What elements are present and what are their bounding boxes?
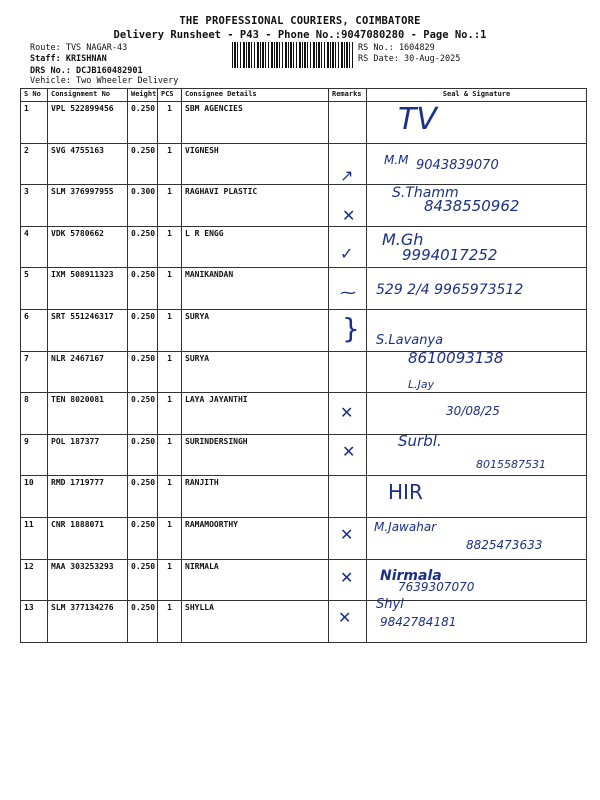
signature-handwriting: 529 2/4 9965973512 [376,282,524,298]
row-consignment: MAA 303253293 [48,559,128,601]
company-title: THE PROFESSIONAL COURIERS, COIMBATORE [179,15,421,27]
signature-handwriting: M.Gh [382,230,424,249]
row-sno: 13 [21,601,48,643]
drs-number: DRS No.: DCJB160482901 [30,66,143,76]
col-signature: Seal & Signature [367,89,587,102]
row-pcs: 1 [158,268,182,310]
table-row [21,309,587,351]
row-pcs: 1 [158,434,182,476]
table-row [21,601,587,643]
row-weight: 0.250 [128,309,158,351]
row-consignment: SLM 377134276 [48,601,128,643]
row-weight: 0.250 [128,559,158,601]
row-consignment: RMD 1719777 [48,476,128,518]
signature-handwriting: 8825473633 [466,538,543,552]
signature-handwriting: Shyl [376,597,404,612]
row-sno: 6 [21,309,48,351]
row-remarks [329,476,367,518]
row-sno: 11 [21,517,48,559]
vehicle-label: Vehicle: Two Wheeler Delivery [30,76,179,86]
signature-handwriting: TV [398,102,437,137]
row-consignee: NIRMALA [182,559,329,601]
row-consignee: RANJITH [182,476,329,518]
row-weight: 0.250 [128,143,158,185]
col-consignment: Consignment No [48,89,128,102]
row-consignee: SURYA [182,351,329,393]
table-row [21,559,587,601]
col-pcs: PCS [158,89,182,102]
signature-handwriting: 8015587531 [476,458,546,471]
row-consignee: SURINDERSINGH [182,434,329,476]
row-sno: 10 [21,476,48,518]
col-remarks: Remarks [329,89,367,102]
row-consignment: SLM 376997955 [48,185,128,227]
col-sno: S No [21,89,48,102]
row-consignee: SBM AGENCIES [182,102,329,144]
row-weight: 0.250 [128,268,158,310]
route-label: Route: TVS NAGAR-43 [30,43,128,53]
row-pcs: 1 [158,476,182,518]
row-sno: 1 [21,102,48,144]
signature-handwriting: M.M [384,153,409,167]
row-consignment: IXM 508911323 [48,268,128,310]
signature-handwriting: 7639307070 [398,580,475,594]
remark-tick-mark: ✓ [340,244,354,263]
rs-number: RS No.: 1604829 [358,43,435,53]
row-pcs: 1 [158,309,182,351]
remark-cross-mark: ✕ [340,403,354,422]
signature-handwriting: 9842784181 [380,615,457,629]
remark-cross-mark: ✕ [342,206,356,225]
row-consignee: MANIKANDAN [182,268,329,310]
row-consignee: SURYA [182,309,329,351]
runsheet-subtitle: Delivery Runsheet - P43 - Phone No.:9047080280 - Page No.:1 [113,29,487,41]
row-consignee: RAGHAVI PLASTIC [182,185,329,227]
remark-cross-mark: ✕ [340,568,354,587]
remark-dash-mark: ⁓ [340,283,356,302]
signature-handwriting: Nirmala [380,568,442,584]
row-consignee: VIGNESH [182,143,329,185]
row-sno: 9 [21,434,48,476]
table-row [21,102,587,144]
signature-handwriting: HIR [388,480,423,504]
row-consignment: VDK 5780662 [48,226,128,268]
row-pcs: 1 [158,102,182,144]
row-sno: 12 [21,559,48,601]
signature-handwriting: S.Thamm [392,185,459,201]
remark-tick-mark: ↗ [340,166,354,185]
table-row [21,226,587,268]
row-consignment: SVG 4755163 [48,143,128,185]
row-weight: 0.250 [128,351,158,393]
row-sno: 3 [21,185,48,227]
row-consignment: POL 187377 [48,434,128,476]
signature-handwriting: 8438550962 [424,197,520,215]
signature-handwriting: 8610093138 [408,349,504,367]
remark-brace-mark: } [342,312,360,345]
row-pcs: 1 [158,143,182,185]
row-weight: 0.250 [128,517,158,559]
row-remarks [329,351,367,393]
signature-handwriting: Surbl. [398,432,442,450]
rs-date: RS Date: 30-Aug-2025 [358,54,461,64]
barcode [232,42,354,68]
remark-cross-mark: ✕ [338,608,352,627]
signature-handwriting: 9994017252 [402,246,498,264]
row-weight: 0.250 [128,601,158,643]
signature-handwriting: S.Lavanya [376,333,444,348]
row-sno: 2 [21,143,48,185]
row-consignment: SRT 551246317 [48,309,128,351]
row-pcs: 1 [158,559,182,601]
row-sno: 8 [21,393,48,435]
row-pcs: 1 [158,517,182,559]
row-sno: 7 [21,351,48,393]
remark-cross-mark: ✕ [342,442,356,461]
table-row [21,143,587,185]
row-weight: 0.300 [128,185,158,227]
signature-handwriting: 30/08/25 [446,404,500,418]
row-pcs: 1 [158,351,182,393]
row-consignee: SHYLLA [182,601,329,643]
col-weight: Weight [128,89,158,102]
table-row [21,476,587,518]
row-weight: 0.250 [128,226,158,268]
row-weight: 0.250 [128,476,158,518]
row-sno: 5 [21,268,48,310]
table-row [21,393,587,435]
table-header-row [21,89,587,102]
signature-handwriting: 9043839070 [416,158,499,173]
signature-handwriting: M.Jawahar [374,520,437,534]
remark-cross-mark: ✕ [340,525,354,544]
row-consignment: TEN 8020081 [48,393,128,435]
signature-handwriting: L.Jay [408,378,435,391]
row-pcs: 1 [158,185,182,227]
row-weight: 0.250 [128,434,158,476]
col-consignee: Consignee Details [182,89,329,102]
row-pcs: 1 [158,393,182,435]
row-consignment: CNR 1888071 [48,517,128,559]
row-consignee: RAMAMOORTHY [182,517,329,559]
row-consignment: VPL 522899456 [48,102,128,144]
row-weight: 0.250 [128,102,158,144]
row-consignee: L R ENGG [182,226,329,268]
row-weight: 0.250 [128,393,158,435]
staff-label: Staff: KRISHNAN [30,54,107,64]
row-pcs: 1 [158,226,182,268]
row-pcs: 1 [158,601,182,643]
row-consignee: LAYA JAYANTHI [182,393,329,435]
row-remarks [329,102,367,144]
row-sno: 4 [21,226,48,268]
row-consignment: NLR 2467167 [48,351,128,393]
